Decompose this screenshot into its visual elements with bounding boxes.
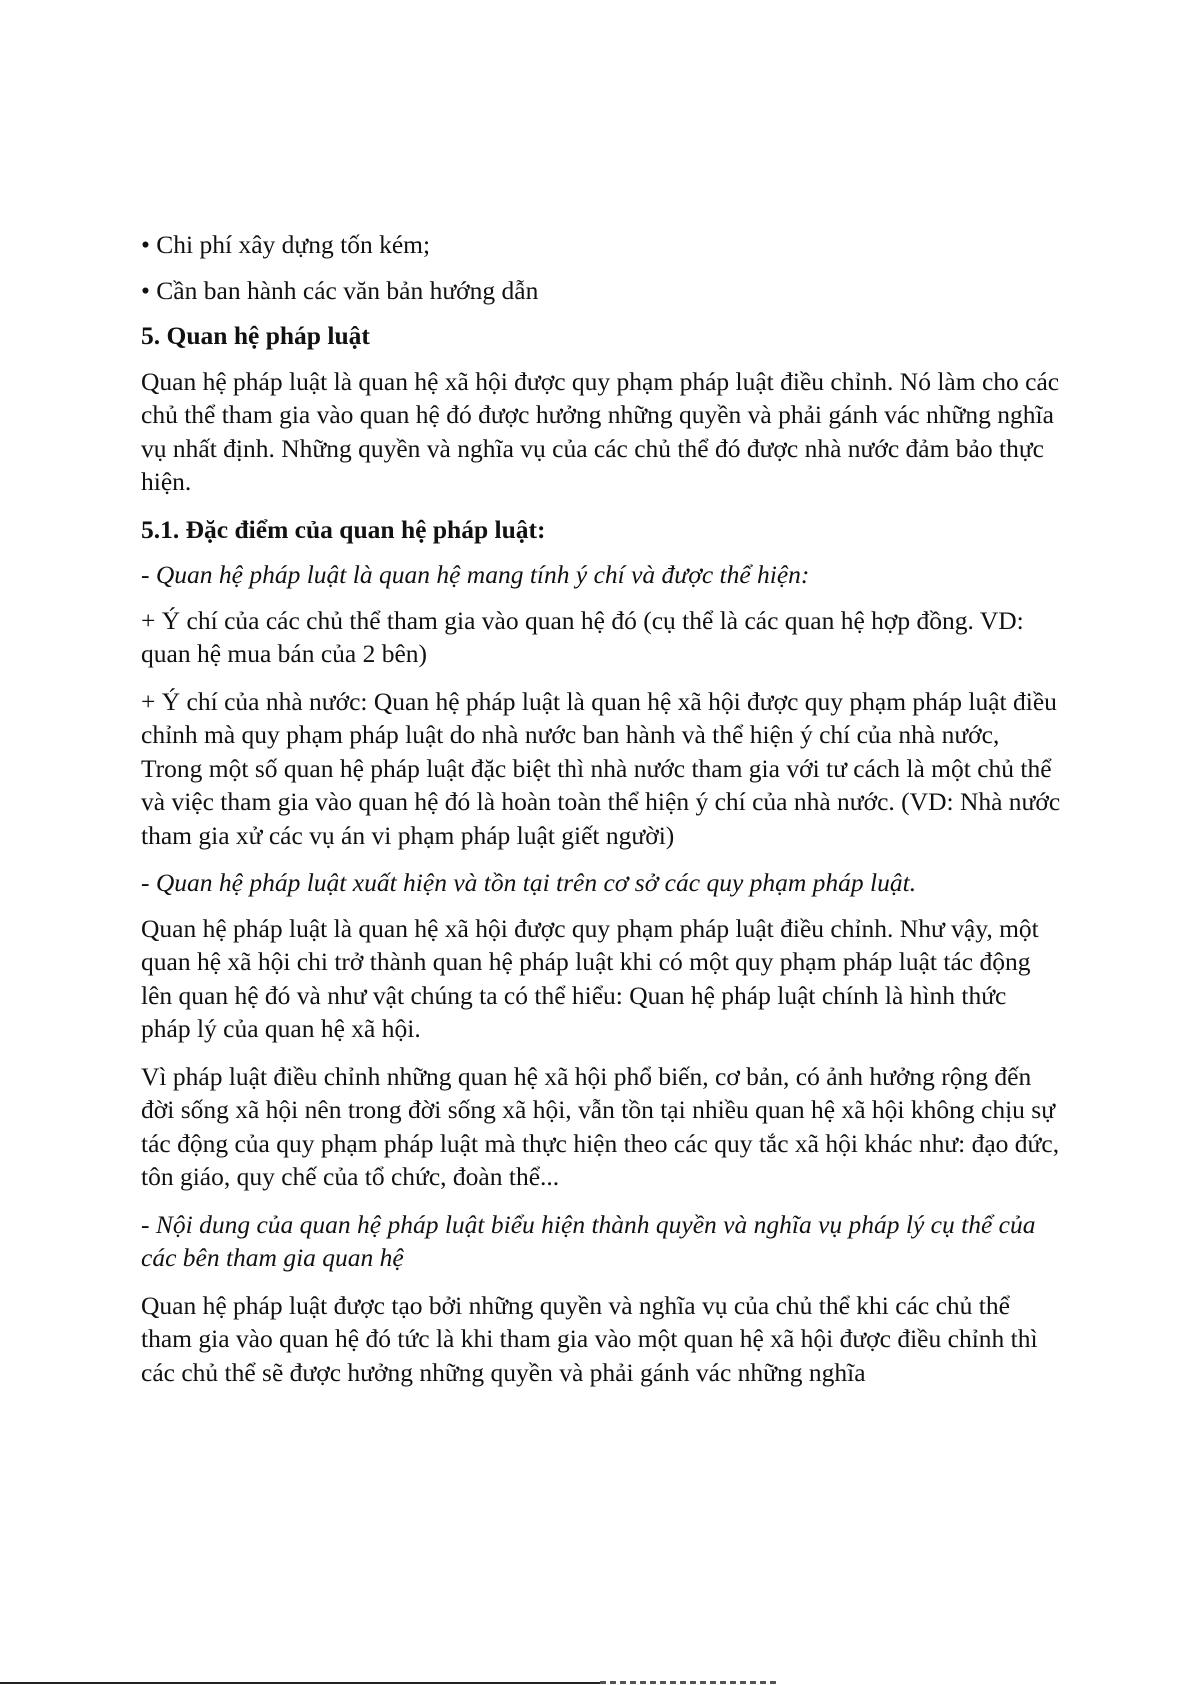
feature2-paragraph2: Vì pháp luật điều chỉnh những quan hệ xã hội phổ biến, cơ bản, có ảnh hưởng rộng đến đời sống xã hội nên trong đời sống xã hội, vẫn tồn tại nhiều quan hệ xã hội không chịu sự tác động của quy phạm pháp luật mà thực hiện theo các quy tắc xã hội khác như: đạo đức, tôn giáo, quy chế của tổ chức, đoàn thể... [141,1061,1060,1191]
feature1-point2: + Ý chí của nhà nước: Quan hệ pháp luật là quan hệ xã hội được quy phạm pháp luật điều chỉnh mà quy phạm pháp luật do nhà nước ban hành và thể hiện ý chí của nhà nước, Trong một số quan hệ pháp luật đặc biệt thì nhà nước tham gia với tư cách là một chủ thể và việc tham gia vào quan hệ đó là hoàn toàn thể hiện ý chí của nhà nước. (VD: Nhà nước tham gia xử các vụ án vi phạm pháp luật giết người) [141,686,1061,850]
bullet-item-cost: • Chi phí xây dựng tốn kém; [141,230,431,259]
intro-paragraph: Quan hệ pháp luật là quan hệ xã hội được quy phạm pháp luật điều chỉnh. Nó làm cho các chủ thể tham gia vào quan hệ đó được hưởng những quyền và phải gánh vác những nghĩa vụ nhất định. Những quyền và nghĩa vụ của các chủ thể đó được nhà nước đảm bảo thực hiện. [141,366,1060,496]
bullet-item-guidance: • Cần ban hành các văn bản hướng dẫn [141,275,539,305]
feature1-title: - Quan hệ pháp luật là quan hệ mang tính ý chí và được thể hiện: [141,560,810,589]
feature2-paragraph1: Quan hệ pháp luật là quan hệ xã hội được quy phạm pháp luật điều chỉnh. Như vậy, một quan hệ xã hội chi trở thành quan hệ pháp luật khi có một quy phạm pháp luật tác động lên quan hệ đó và như vật chúng ta có thể hiểu: Quan hệ pháp luật chính là hình thức pháp lý của quan hệ xã hội. [141,913,1039,1043]
feature3-title: - Nội dung của quan hệ pháp luật biểu hiện thành quyền và nghĩa vụ pháp lý cụ thể của các bên tham gia quan hệ [141,1209,1036,1272]
feature3-paragraph1: Quan hệ pháp luật được tạo bởi những quyền và nghĩa vụ của chủ thể khi các chủ thể tham gia vào quan hệ đó tức là khi tham gia vào một quan hệ xã hội được điều chỉnh thì các chủ thể sẽ được hưởng những quyền và phải gánh vác những nghĩa [141,1290,1038,1387]
footer-divider [0,1682,600,1684]
section-heading: 5. Quan hệ pháp luật [141,321,370,350]
footer-marks [600,1681,780,1684]
feature1-point1: + Ý chí của các chủ thể tham gia vào quan hệ đó (cụ thể là các quan hệ hợp đồng. VD: quan hệ mua bán của 2 bên) [141,605,1024,668]
document-page [141,228,1061,1403]
subsection-heading: 5.1. Đặc điểm của quan hệ pháp luật: [141,514,546,544]
feature2-title: - Quan hệ pháp luật xuất hiện và tồn tại trên cơ sở các quy phạm pháp luật. [141,868,917,897]
